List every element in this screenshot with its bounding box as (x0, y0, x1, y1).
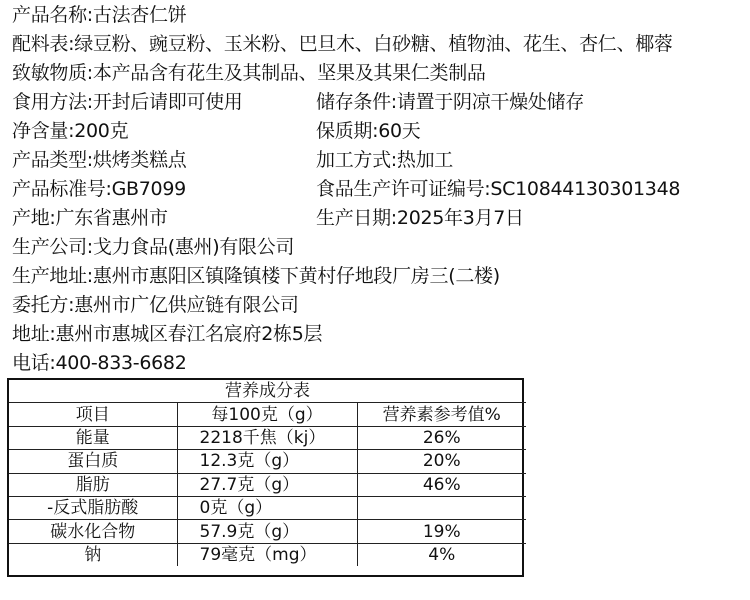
nutrition-title: 营养成分表 (9, 380, 526, 403)
nutrient-name: 能量 (9, 426, 177, 449)
nutrition-header-row (9, 403, 526, 426)
nutrition-table (7, 378, 524, 577)
table-row (9, 450, 526, 473)
header-item: 项目 (9, 403, 177, 426)
storage-conditions: 储存条件:请置于阴凉干燥处储存 (316, 91, 584, 113)
product-name: 产品名称:古法杏仁饼 (12, 4, 187, 26)
nutrient-amount: 57.9克（g） (177, 520, 357, 543)
manufacturer: 生产公司:戈力食品(惠州)有限公司 (12, 236, 295, 258)
processing-method: 加工方式:热加工 (316, 149, 454, 171)
nutrient-name: 蛋白质 (9, 450, 177, 473)
table-row (9, 496, 526, 519)
nutrition-title-row (9, 380, 526, 403)
product-standard: 产品标准号:GB7099 (12, 178, 186, 200)
ingredients: 配料表:绿豆粉、豌豆粉、玉米粉、巴旦木、白砂糖、植物油、花生、杏仁、椰蓉 (12, 33, 673, 55)
nutrient-nrv: 26% (357, 426, 526, 449)
nutrient-name: 钠 (9, 543, 177, 566)
address: 地址:惠州市惠城区春江名宸府2栋5层 (12, 323, 323, 345)
nutrient-amount: 27.7克（g） (177, 473, 357, 496)
nutrient-amount: 0克（g） (177, 496, 357, 519)
table-row (9, 543, 526, 566)
nutrient-name: -反式脂肪酸 (9, 496, 177, 519)
nutrient-amount: 79毫克（mg） (177, 543, 357, 566)
production-license: 食品生产许可证编号:SC10844130301348 (316, 178, 681, 200)
table-row (9, 520, 526, 543)
client: 委托方:惠州市广亿供应链有限公司 (12, 294, 299, 316)
nutrient-amount: 12.3克（g） (177, 450, 357, 473)
nutrient-amount: 2218千焦（kj） (177, 426, 357, 449)
phone: 电话:400-833-6682 (12, 352, 187, 374)
usage-method: 食用方法:开封后请即可使用 (12, 91, 243, 113)
nutrient-nrv: 20% (357, 450, 526, 473)
header-per-100g: 每100克（g） (177, 403, 357, 426)
production-address: 生产地址:惠州市惠阳区镇隆镇楼下黄村仔地段厂房三(二楼) (12, 265, 500, 287)
nutrient-nrv: 19% (357, 520, 526, 543)
nutrient-nrv (357, 496, 526, 519)
nutrient-nrv: 4% (357, 543, 526, 566)
production-date: 生产日期:2025年3月7日 (316, 207, 524, 229)
table-row (9, 426, 526, 449)
allergen-info: 致敏物质:本产品含有花生及其制品、坚果及其果仁类制品 (12, 62, 486, 84)
net-content: 净含量:200克 (12, 120, 129, 142)
nutrient-name: 碳水化合物 (9, 520, 177, 543)
table-row (9, 473, 526, 496)
shelf-life: 保质期:60天 (316, 120, 421, 142)
product-type: 产品类型:烘烤类糕点 (12, 149, 187, 171)
header-nrv: 营养素参考值% (357, 403, 526, 426)
nutrient-name: 脂肪 (9, 473, 177, 496)
nutrient-nrv: 46% (357, 473, 526, 496)
origin: 产地:广东省惠州市 (12, 207, 168, 229)
